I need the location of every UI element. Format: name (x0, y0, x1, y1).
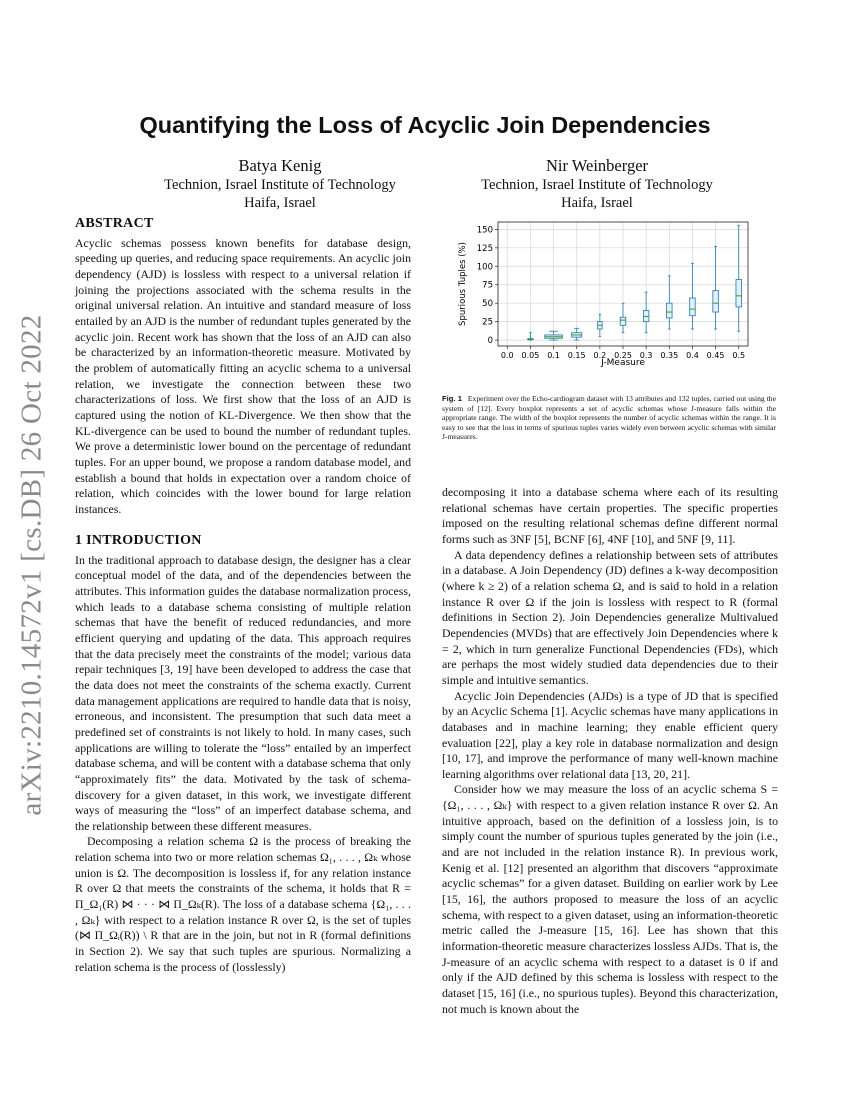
box (620, 317, 626, 325)
boxplot (736, 226, 742, 332)
x-tick-label: 0.45 (706, 351, 725, 360)
boxplot (713, 246, 719, 329)
author-2 (427, 155, 767, 212)
box (713, 291, 719, 312)
x-tick-label: 0.25 (614, 351, 632, 360)
introduction (75, 533, 411, 975)
intro-paragraph: In the traditional approach to database design, the designer has a clear conceptual model of the data, and of the dependencies between the attributes. This information guides the database normalization process, which leads to a database schema consisting of multiple relation schemas that have the benefit of reduced redundancies, and more efficient querying and updating of the data. This approach requires that the data precisely meet the constraints of the model; various data repair techniques [3, 19] have been developed to address the case that the data does not meet the constraints of the schema exactly. Current data management applications are required to handle data that is noisy, erroneous, and inconsistent. The presumption that such data meet a predefined set of constraints is not likely to hold. In many cases, such applications are willing to tolerate the “loss” entailed by an imperfect database schema, and will be content with a database schema that only “approximately fits” the data. Motivated by the task of schema-discovery for a given dataset, in this work, we investigate different ways of measuring the “loss” of an imperfect database schema, and the relationship between these different measures. (75, 552, 411, 833)
boxplot (598, 314, 603, 336)
intro-paragraph: Decomposing a relation schema Ω is the process of breaking the relation schema into two or more relation schemas Ω₁, . . . , Ωₖ whose union is Ω. The decomposition is lossless if, for any relation instance R over Ω that meets the constraints of the schema, it holds that R = Π_Ω₁(R) ⋈ · · · ⋈ Π_Ωₖ(R). The loss of a database schema {Ω₁, . . . , Ωₖ} with respect to a relation instance R over Ω, is the set of tuples (⋈ Π_Ωᵢ(R)) \ R that are in the join, but not in R (formal definitions in Section 2). We say that such tuples are spurious. Normalizing a relation schema is the process of (losslessly) (75, 834, 411, 974)
abstract-text: Acyclic schemas possess known benefits for database design, speeding up queries, and reducing space requirements. An acyclic join dependency (AJD) is lossless with respect to a universal relation if joining the projections associated with the schema results in the original universal relation. An intuitive and standard measure of loss entailed by an AJD is the number of redundant tuples generated by the acyclic join. Recent work has shown that the loss of an AJD can also be characterized by an information-theoretic measure. Motivated by the problem of automatically fitting an acyclic schema to a universal relation, we investigate the connection between these two characterizations of loss. We first show that the loss of an AJD is captured using the notion of KL-Divergence. We then show that the KL-divergence can be used to bound the number of redundant tuples. We prove a deterministic lower bound on the percentage of redundant tuples. For an upper bound, we propose a random database model, and establish a bound that holds in expectation over a random choice of relation, which coincides with the lower bound for large relation instances. (75, 235, 411, 516)
author-affiliation: Technion, Israel Institute of Technology (164, 177, 396, 193)
abstract (75, 216, 411, 517)
abstract-heading: ABSTRACT (75, 216, 154, 231)
x-tick-label: 0.35 (660, 351, 679, 360)
boxplot (545, 331, 563, 340)
boxplot (690, 263, 696, 329)
x-tick-label: 0.0 (500, 351, 514, 360)
author-name: Nir Weinberger (545, 156, 649, 175)
box (667, 303, 673, 318)
box (736, 280, 742, 307)
x-tick-label: 0.4 (686, 351, 699, 360)
y-tick-label: 25 (482, 317, 493, 328)
boxplot (643, 292, 649, 333)
x-tick-label: 0.05 (521, 351, 540, 360)
arxiv-stamp (14, 215, 50, 915)
caption-text: Experiment over the Echo-cardiogram dataset with 13 attributes and 132 tuples, carried out using the system of [12]. Every boxplot represents a set of acyclic schemas whose J-measure falls within the appropriate range. The width of the boxplot represents the number of acyclic schemas within the range. It is easy to see that the loss in terms of spurious tuples varies widely even between acyclic schemas with similar J-measures. (442, 394, 776, 442)
author-location: Haifa, Israel (244, 195, 316, 211)
x-tick-label: 0.5 (732, 351, 746, 360)
boxplot (667, 276, 673, 329)
y-tick-label: 150 (476, 225, 493, 236)
boxplot (572, 328, 582, 340)
x-tick-label: 0.2 (593, 351, 607, 360)
x-tick-label: 0.3 (639, 351, 653, 360)
y-tick-label: 75 (482, 280, 493, 291)
author-affiliation: Technion, Israel Institute of Technology (481, 177, 713, 193)
author-name: Batya Kenig (238, 156, 322, 175)
figure-boxplot (438, 218, 774, 368)
y-tick-label: 125 (476, 243, 493, 254)
figure-label: Fig. 1 (442, 394, 462, 403)
x-tick-label: 0.1 (547, 351, 560, 360)
y-axis-label: Spurious Tuples (%) (458, 242, 468, 326)
right-column (442, 485, 778, 1017)
body-paragraph: A data dependency defines a relationship between sets of attributes in a database. A Join Dependency (JD) defines a k-way decomposition (where k ≥ 2) of a relation schema Ω, and is said to hold in a relation instance R over Ω if the join is lossless with respect to R (formal definitions in Section 2). Join Dependencies generalize Multivalued Dependencies (MVDs) that are effectively Join Dependencies where k = 2, which in turn generalize Functional Dependencies (FDs), which are perhaps the most widely studied data dependencies due to their simple and intuitive semantics. (442, 547, 778, 687)
author-1 (110, 155, 450, 212)
author-location: Haifa, Israel (561, 195, 633, 211)
y-tick-label: 50 (482, 299, 493, 310)
boxplot (528, 333, 534, 340)
intro-heading: 1 INTRODUCTION (75, 533, 202, 548)
paper-title: Quantifying the Loss of Acyclic Join Dependencies (139, 112, 711, 138)
x-axis-label: J-Measure (601, 358, 645, 368)
body-paragraph: Consider how we may measure the loss of an acyclic schema S = {Ω₁, . . . , Ωₖ} with respect to a given relation instance R over Ω. An intuitive approach, based on the definition of a lossless join, is to simply count the number of spurious tuples generated by the join (i.e., and are not included in the relation instance R). In previous work, Kenig et al. [12] presented an algorithm that discovers “approximate acyclic schemas” for a given dataset. Building on earlier work by Lee [15, 16], the authors proposed to measure the loss of an acyclic schema, with respect to a given dataset, using an information-theoretic metric called the J-measure [15, 16]. Lee has shown that this information-theoretic measure characterizes lossless AJDs. That is, the J-measure of an acyclic schema with respect to a dataset is 0 if and only if the AJD defined by this schema is lossless with respect to the dataset [15, 16] (i.e., no spurious tuples). Beyond this characterization, not much is known about the (442, 782, 778, 1016)
body-paragraph: Acyclic Join Dependencies (AJDs) is a type of JD that is specified by an Acyclic Schema [1]. Acyclic schemas have many applications in databases and in machine learning; they enable efficient query evaluation [22], play a key role in database normalization and design [10, 17], and improve the performance of many well-known machine learning algorithms over relational data [13, 20, 21]. (442, 688, 778, 781)
box (690, 298, 696, 316)
y-tick-label: 100 (476, 262, 493, 273)
arxiv-id: arXiv:2210.14572v1 [cs.DB] 26 Oct 2022 (15, 314, 48, 816)
boxplot (620, 303, 626, 333)
figure-caption (442, 394, 776, 442)
y-tick-label: 0 (487, 336, 493, 347)
x-tick-label: 0.15 (567, 351, 586, 360)
body-paragraph: decomposing it into a database schema where each of its resulting relational schemas have certain properties. The specific properties imposed on the resulting relational schemas define different normal forms such as 3NF [5], BCNF [6], 4NF [10], and 5NF [9, 11]. (442, 485, 778, 546)
